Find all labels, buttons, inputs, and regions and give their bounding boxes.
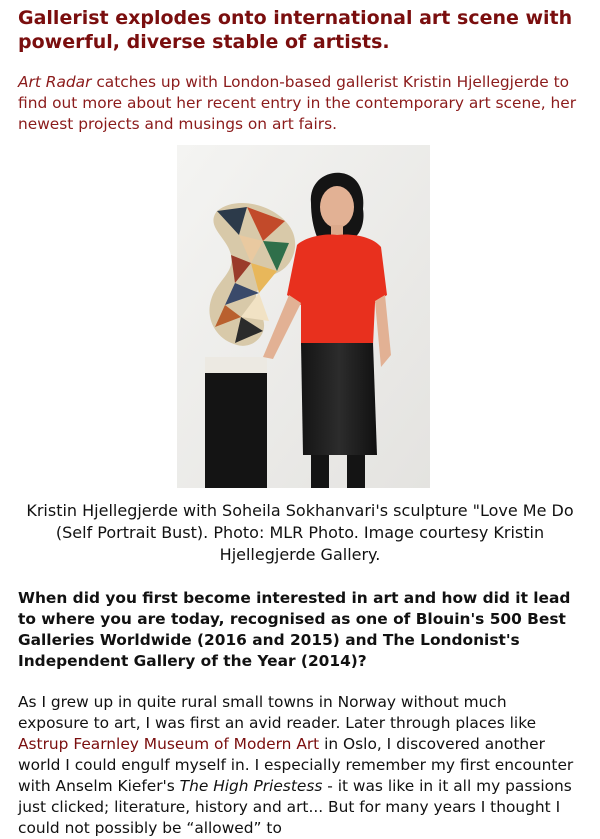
publication-name: Art Radar [18,73,92,91]
interview-question: When did you first become interested in art and how did it lead to where you are today, recognised as one of Blouin's 500 Best Galleries Worldwide (2016 and 2015) and The Londonist's Independent Gallery of the Year (2014)? [18,589,571,670]
photo-caption: Kristin Hjellegjerde with Soheila Sokhanvari's sculpture "Love Me Do (Self Portrait Bust). Photo: MLR Photo. Image courtesy Kristin Hjellegjerde Gallery. [26,501,574,564]
article-photo [177,145,430,488]
gallerist-portrait-image [177,145,430,488]
article-headline: Gallerist explodes onto international art scene with powerful, diverse stable of artists. [18,7,573,53]
interview-answer [18,692,582,839]
astrup-fearnley-museum-link[interactable]: Astrup Fearnley Museum of Modern Art [18,735,320,753]
article-intro [18,72,582,135]
artwork-title: The High Priestess [179,777,323,795]
answer-text-3: - it was like in it all my passions just clicked; literature, history and art... But for many years I thought I could not possibly be “allowed” to [18,777,572,837]
answer-text-2: in Oslo, I discovered another world I could engulf myself in. I especially remember my first encounter with Anselm Kiefer's [18,735,574,795]
intro-text: catches up with London-based gallerist Kristin Hjellegjerde to find out more about her recent entry in the contemporary art scene, her newest projects and musings on art fairs. [18,73,577,133]
plinth [205,357,267,488]
answer-text-1: As I grew up in quite rural small towns in Norway without much exposure to art, I was first an avid reader. Later through places like [18,693,537,732]
